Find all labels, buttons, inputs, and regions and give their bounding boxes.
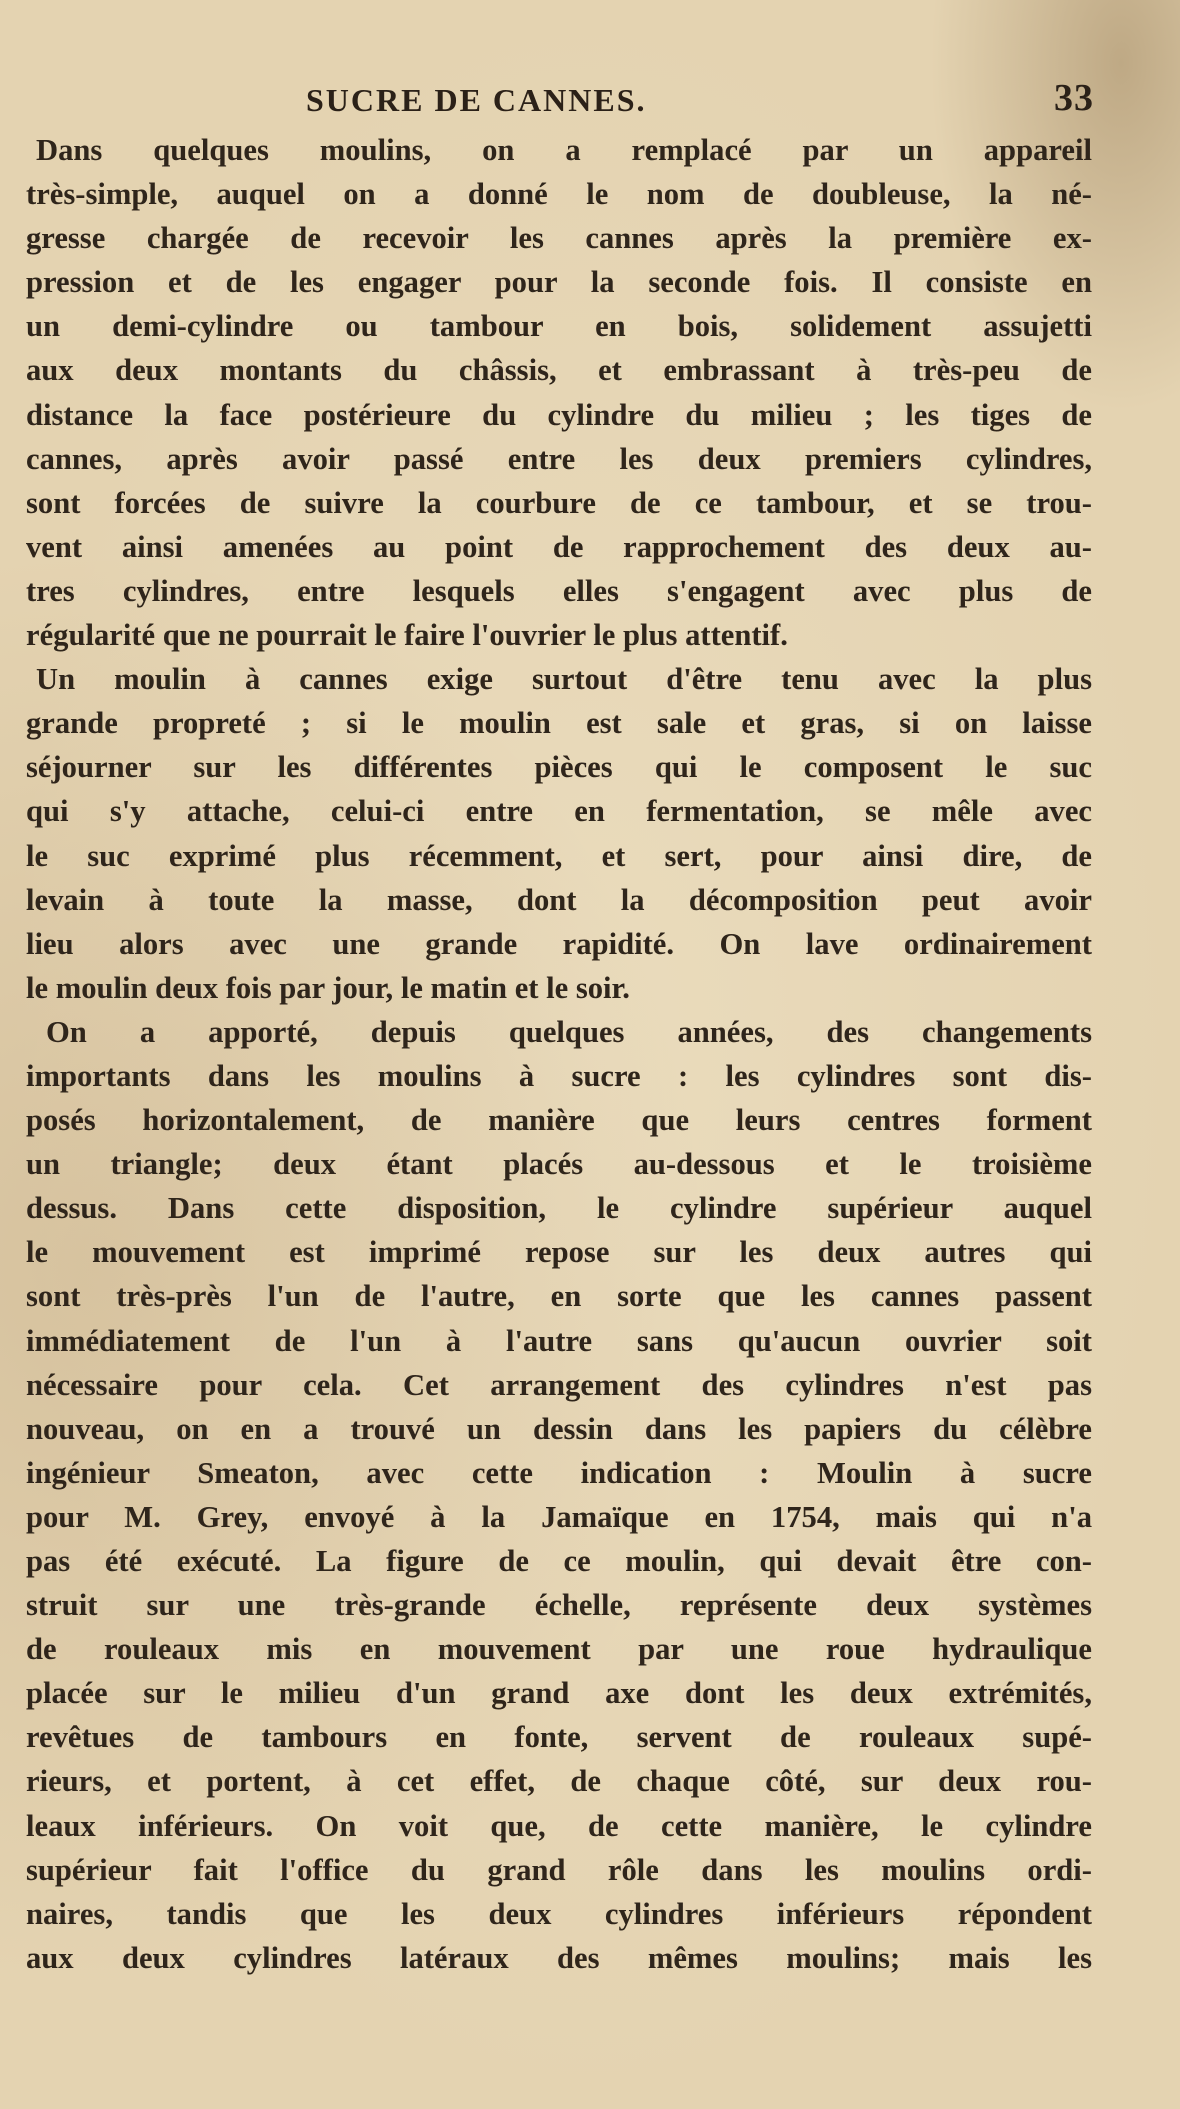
text-line: rieurs, et portent, à cet effet, de chaque côté, sur deux rou-: [26, 1764, 1092, 1799]
running-head: [26, 76, 1092, 128]
text-line: un demi-cylindre ou tambour en bois, solidement assujetti: [26, 309, 1092, 344]
text-line: supérieur fait l'office du grand rôle dans les moulins ordi-: [26, 1852, 1092, 1887]
page-body: [26, 128, 1092, 1980]
text-line: qui s'y attache, celui-ci entre en fermentation, se mêle avec: [26, 794, 1092, 829]
text-line: Un moulin à cannes exige surtout d'être tenu avec la plus: [36, 662, 1092, 697]
text-line: pour M. Grey, envoyé à la Jamaïque en 1754, mais qui n'a: [26, 1499, 1092, 1534]
text-line: naires, tandis que les deux cylindres inférieurs répondent: [26, 1896, 1092, 1931]
text-line: gresse chargée de recevoir les cannes après la première ex-: [26, 221, 1092, 256]
text-line: aux deux montants du châssis, et embrassant à très-peu de: [26, 353, 1092, 388]
running-title: SUCRE DE CANNES.: [306, 82, 647, 118]
text-line: leaux inférieurs. On voit que, de cette manière, le cylindre: [26, 1808, 1092, 1843]
paragraph-changements: [26, 1010, 1092, 1980]
text-line: cannes, après avoir passé entre les deux premiers cylindres,: [26, 441, 1092, 476]
text-line: régularité que ne pourrait le faire l'ouvrier le plus attentif.: [26, 618, 788, 653]
text-line: aux deux cylindres latéraux des mêmes moulins; mais les: [26, 1940, 1092, 1975]
text-line: nécessaire pour cela. Cet arrangement des cylindres n'est pas: [26, 1367, 1092, 1402]
text-line: struit sur une très-grande échelle, représente deux systèmes: [26, 1588, 1092, 1623]
text-line: séjourner sur les différentes pièces qui le composent le suc: [26, 750, 1092, 785]
text-line: vent ainsi amenées au point de rapprochement des deux au-: [26, 529, 1092, 564]
text-line: revêtues de tambours en fonte, servent de rouleaux supé-: [26, 1720, 1092, 1755]
paragraph-proprete: [26, 657, 1092, 1010]
text-line: tres cylindres, entre lesquels elles s'engagent avec plus de: [26, 573, 1092, 608]
text-line: nouveau, on en a trouvé un dessin dans les papiers du célèbre: [26, 1411, 1092, 1446]
text-line: le mouvement est imprimé repose sur les deux autres qui: [26, 1235, 1092, 1270]
text-line: de rouleaux mis en mouvement par une roue hydraulique: [26, 1632, 1092, 1667]
text-line: un triangle; deux étant placés au-dessous et le troisième: [26, 1147, 1092, 1182]
paragraph-doubleuse: [26, 128, 1092, 657]
text-line: pas été exécuté. La figure de ce moulin, qui devait être con-: [26, 1544, 1092, 1578]
text-line: grande propreté ; si le moulin est sale et gras, si on laisse: [26, 706, 1092, 741]
text-line: levain à toute la masse, dont la décomposition peut avoir: [26, 882, 1092, 917]
text-line: pression et de les engager pour la seconde fois. Il consiste en: [26, 265, 1092, 300]
text-line: sont très-près l'un de l'autre, en sorte que les cannes passent: [26, 1279, 1092, 1314]
text-line: immédiatement de l'un à l'autre sans qu'aucun ouvrier soit: [26, 1323, 1092, 1358]
text-line: distance la face postérieure du cylindre du milieu ; les tiges de: [26, 397, 1092, 432]
text-line: le suc exprimé plus récemment, et sert, pour ainsi dire, de: [26, 838, 1092, 873]
text-line: sont forcées de suivre la courbure de ce tambour, et se trou-: [26, 485, 1092, 520]
text-line: ingénieur Smeaton, avec cette indication : Moulin à sucre: [26, 1455, 1092, 1490]
text-line: le moulin deux fois par jour, le matin et le soir.: [26, 970, 630, 1005]
page-number: 33: [1054, 77, 1094, 119]
text-line: dessus. Dans cette disposition, le cylindre supérieur auquel: [26, 1191, 1092, 1226]
text-line: Dans quelques moulins, on a remplacé par un appareil: [36, 133, 1092, 167]
text-line: importants dans les moulins à sucre : les cylindres sont dis-: [26, 1058, 1092, 1093]
text-line: lieu alors avec une grande rapidité. On lave ordinairement: [26, 926, 1092, 961]
text-line: placée sur le milieu d'un grand axe dont les deux extrémités,: [26, 1676, 1092, 1711]
text-line: posés horizontalement, de manière que leurs centres forment: [26, 1103, 1092, 1138]
text-line: très-simple, auquel on a donné le nom de doubleuse, la né-: [26, 177, 1092, 212]
text-line: On a apporté, depuis quelques années, des changements: [46, 1014, 1092, 1049]
